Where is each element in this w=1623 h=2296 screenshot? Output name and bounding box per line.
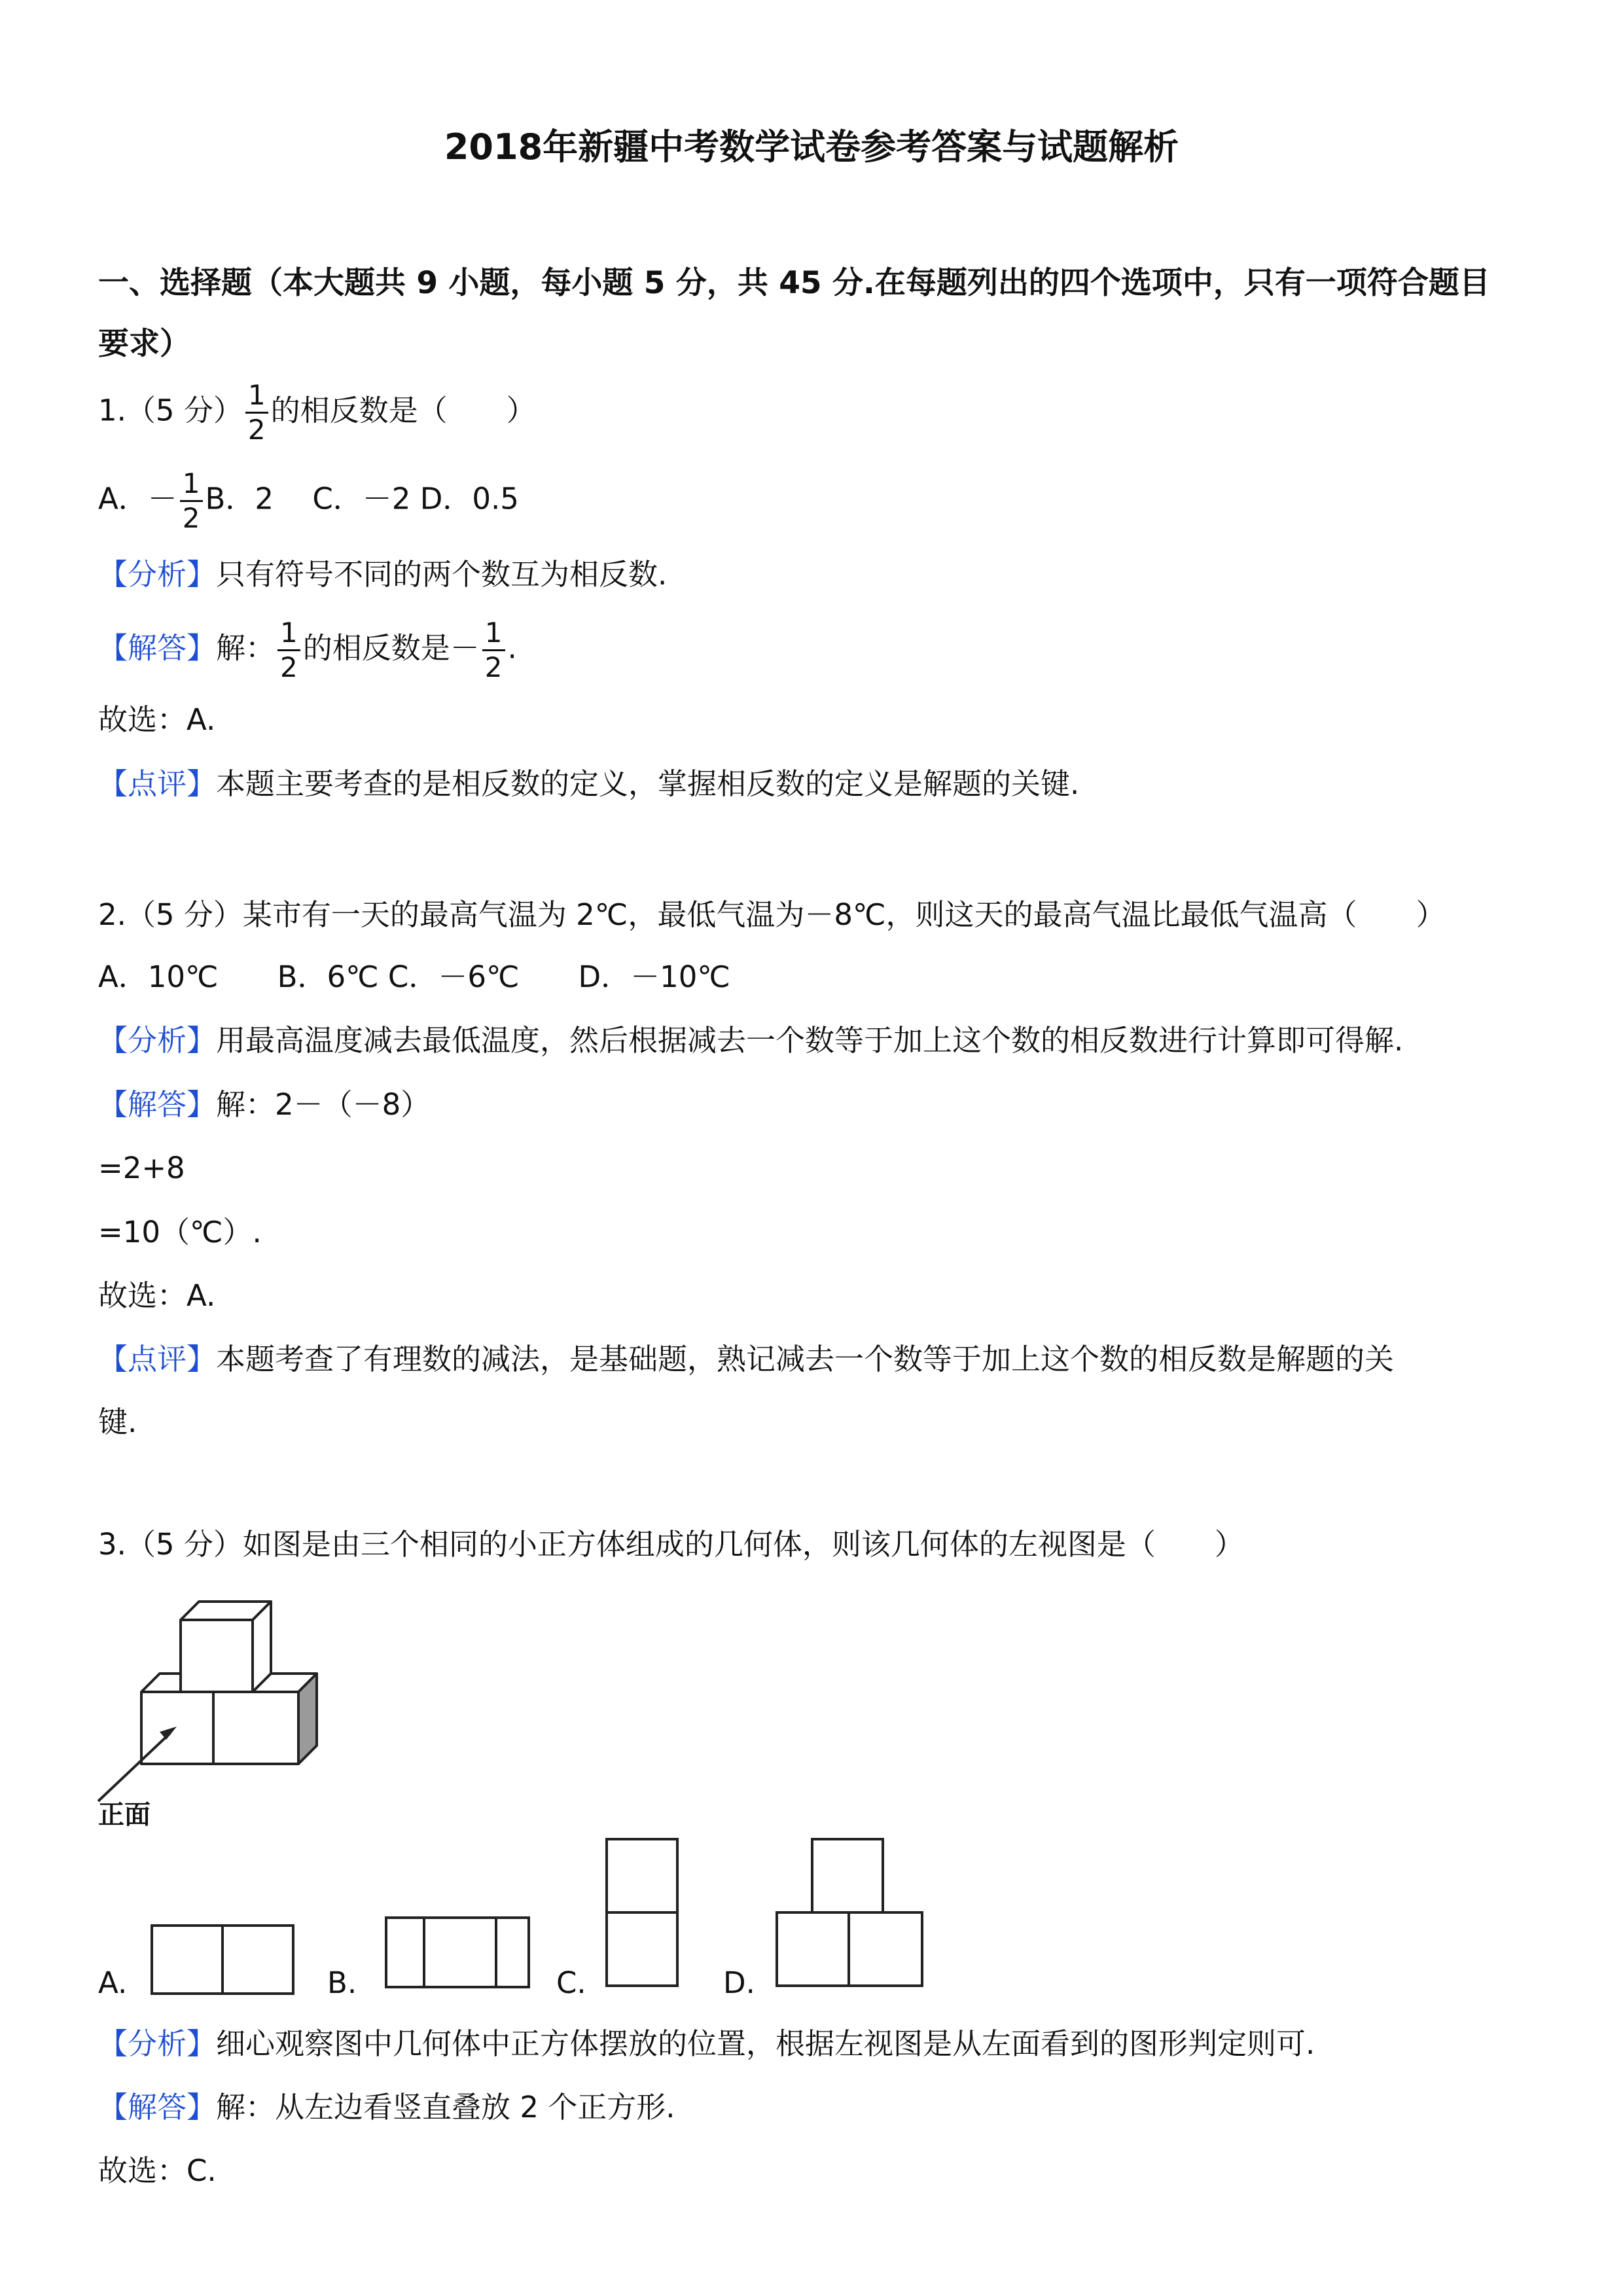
analysis-tag: 【分析】 bbox=[98, 1023, 217, 1058]
q1-choose: 故选：A. bbox=[98, 702, 216, 737]
q1-option-a-fraction bbox=[180, 467, 203, 534]
q3-cube-figure bbox=[98, 1577, 334, 1813]
q3-stem: 3.（5 分）如图是由三个相同的小正方体组成的几何体，则该几何体的左视图是（ ） bbox=[98, 1527, 1244, 1562]
q3-answer-text: 解：从左边看竖直叠放 2 个正方形. bbox=[216, 2090, 675, 2125]
answer-tag: 【解答】 bbox=[98, 1087, 217, 1122]
q3-option-b-figure bbox=[385, 1916, 530, 1988]
q1-option-a: A．－ bbox=[98, 481, 177, 516]
q2-analysis bbox=[98, 1021, 1403, 1060]
q1-ans-frac1-den: 2 bbox=[280, 651, 298, 683]
q3-option-a-label: A. bbox=[98, 1965, 128, 2000]
q1-frac-den: 2 bbox=[247, 414, 266, 446]
q1-answer-frac1 bbox=[277, 619, 300, 681]
answer-tag: 【解答】 bbox=[98, 630, 217, 666]
q1-ans-frac2-den: 2 bbox=[484, 651, 503, 683]
q1-answer-end: . bbox=[507, 630, 517, 666]
q1-stem-text: 的相反数是（ ） bbox=[270, 393, 536, 428]
q2-comment-line2: 键. bbox=[98, 1405, 137, 1439]
q2-comment bbox=[98, 1340, 1394, 1379]
q1-number: 1.（5 分） bbox=[98, 393, 243, 428]
q3-option-c-label: C. bbox=[556, 1965, 586, 2000]
section-heading-line1: 一、选择题（本大题共 9 小题，每小题 5 分，共 45 分.在每题列出的四个选项中，只有一项符合题目 bbox=[98, 265, 1490, 301]
page-title: 2018年新疆中考数学试卷参考答案与试题解析 bbox=[444, 126, 1179, 168]
q3-option-b-label: B. bbox=[327, 1965, 357, 2000]
q1-stem bbox=[98, 379, 536, 446]
q1-opt-frac-den: 2 bbox=[182, 502, 200, 534]
q1-options bbox=[98, 467, 519, 534]
q3-option-a-figure bbox=[151, 1924, 294, 1996]
analysis-tag: 【分析】 bbox=[98, 2026, 217, 2061]
comment-tag: 【点评】 bbox=[98, 1342, 217, 1376]
answer-tag: 【解答】 bbox=[98, 2090, 217, 2125]
q1-analysis-text: 只有符号不同的两个数互为相反数. bbox=[216, 557, 668, 592]
q1-opt-frac-num: 1 bbox=[180, 470, 203, 502]
q1-option-rest: B．2 C．－2 D．0.5 bbox=[205, 481, 519, 516]
q1-answer-frac2 bbox=[482, 619, 505, 681]
q1-comment-text: 本题主要考查的是相反数的定义，掌握相反数的定义是解题的关键. bbox=[216, 766, 1080, 801]
q2-options: A．10℃ B．6℃ C．－6℃ D．－10℃ bbox=[98, 960, 730, 994]
analysis-tag: 【分析】 bbox=[98, 557, 217, 592]
q1-ans-frac1-num: 1 bbox=[277, 619, 300, 651]
q1-comment bbox=[98, 764, 1079, 804]
q1-analysis bbox=[98, 555, 667, 594]
section-heading-line2: 要求） bbox=[98, 326, 190, 362]
q1-frac-num: 1 bbox=[245, 382, 268, 414]
q3-option-c-figure bbox=[605, 1838, 679, 1987]
q2-answer-text: 解：2－（－8） bbox=[216, 1087, 431, 1122]
q2-analysis-text: 用最高温度减去最低温度，然后根据减去一个数等于加上这个数的相反数进行计算即可得解. bbox=[216, 1023, 1404, 1058]
q3-analysis-text: 细心观察图中几何体中正方体摆放的位置，根据左视图是从左面看到的图形判定则可. bbox=[216, 2026, 1315, 2061]
q2-stem: 2.（5 分）某市有一天的最高气温为 2℃，最低气温为－8℃，则这天的最高气温比最低气温高（ ） bbox=[98, 897, 1446, 932]
q3-choose: 故选：C. bbox=[98, 2153, 217, 2188]
q1-ans-frac2-num: 1 bbox=[482, 619, 505, 651]
q2-answer bbox=[98, 1085, 430, 1124]
q1-answer-mid: 的相反数是－ bbox=[302, 630, 480, 666]
q3-figure-label: 正面 bbox=[98, 1800, 151, 1830]
comment-tag: 【点评】 bbox=[98, 766, 217, 801]
q3-answer bbox=[98, 2088, 675, 2127]
q2-step2: =10（℃）. bbox=[98, 1215, 262, 1249]
q1-fraction bbox=[245, 379, 268, 446]
q3-option-d-figure bbox=[776, 1838, 923, 1987]
q3-analysis bbox=[98, 2024, 1315, 2064]
q1-answer bbox=[98, 619, 517, 681]
q2-step1: =2+8 bbox=[98, 1151, 185, 1185]
q1-answer-pre: 解： bbox=[216, 630, 276, 666]
q3-option-d-label: D. bbox=[723, 1965, 755, 2000]
q2-comment-text: 本题考查了有理数的减法，是基础题，熟记减去一个数等于加上这个数的相反数是解题的关 bbox=[216, 1342, 1395, 1376]
q2-choose: 故选：A. bbox=[98, 1278, 216, 1313]
